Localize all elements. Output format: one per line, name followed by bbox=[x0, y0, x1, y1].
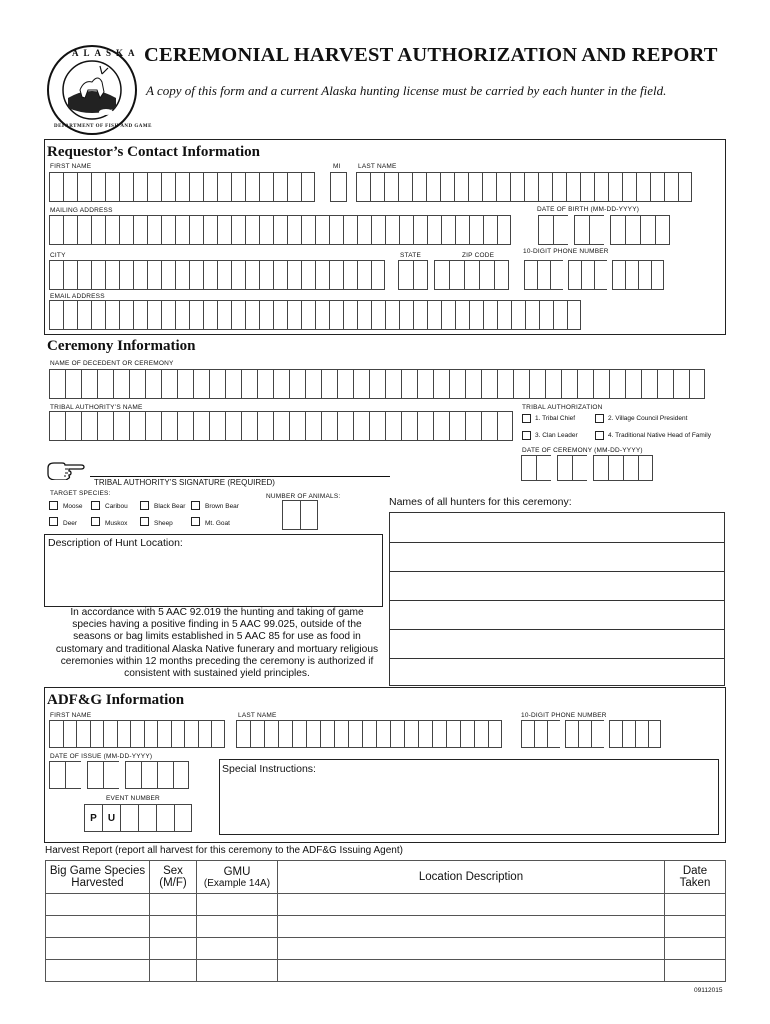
city-cells[interactable] bbox=[49, 260, 385, 290]
dob-label: DATE OF BIRTH (MM-DD-YYYY) bbox=[537, 206, 640, 213]
target-species-label: TARGET SPECIES: bbox=[50, 490, 111, 497]
col-sex-header: Sex (M/F) bbox=[150, 861, 197, 894]
table-row[interactable] bbox=[46, 960, 726, 982]
date-ceremony-cells[interactable] bbox=[521, 455, 653, 481]
col-gmu-header: GMU (Example 14A) bbox=[197, 861, 278, 894]
decedent-label: NAME OF DECEDENT OR CEREMONY bbox=[50, 360, 174, 367]
black-bear-checkbox[interactable] bbox=[140, 501, 149, 510]
signature-line[interactable] bbox=[90, 476, 390, 477]
requestor-title: Requestor’s Contact Information bbox=[47, 144, 261, 160]
num-animals-cells[interactable] bbox=[282, 500, 318, 530]
zip-cells[interactable] bbox=[434, 260, 509, 290]
mailing-address-label: MAILING ADDRESS bbox=[50, 207, 113, 214]
muskox-label: Muskox bbox=[105, 520, 128, 527]
col-species-header: Big Game Species Harvested bbox=[46, 861, 150, 894]
auth-option-4-label: 4. Traditional Native Head of Family bbox=[608, 432, 711, 439]
mi-label: MI bbox=[333, 163, 341, 170]
regulation-text: In accordance with 5 AAC 92.019 the hunting and taking of game species having a positive finding in 5 AAC 99.025, outside of the seasons or bag limits established in 5 AAC 85 for use as food in customary and traditional Alaska Native funerary and mortuary religious ceremonies within 12 months preceding the ceremony is authorized if consistent with sustained yield principles. bbox=[55, 607, 379, 680]
phone-label: 10-DIGIT PHONE NUMBER bbox=[523, 248, 609, 255]
ceremony-title: Ceremony Information bbox=[47, 338, 196, 354]
hunters-label: Names of all hunters for this ceremony: bbox=[389, 496, 572, 508]
date-issue-label: DATE OF ISSUE (MM-DD-YYYY) bbox=[50, 753, 153, 760]
moose-label: Moose bbox=[63, 503, 83, 510]
deer-label: Deer bbox=[63, 520, 78, 527]
brown-bear-label: Brown Bear bbox=[205, 503, 239, 510]
form-title: CEREMONIAL HARVEST AUTHORIZATION AND REPORT bbox=[144, 44, 718, 66]
col-location-header: Location Description bbox=[278, 861, 665, 894]
seal-bottom-text: DEPARTMENT OF FISH AND GAME bbox=[54, 124, 152, 129]
adfg-title: ADF&G Information bbox=[47, 692, 185, 708]
adfg-first-name-label: FIRST NAME bbox=[50, 712, 92, 719]
adfg-last-name-cells[interactable] bbox=[236, 720, 502, 748]
auth-option-1-checkbox[interactable] bbox=[522, 414, 531, 423]
adfg-phone-cells[interactable] bbox=[521, 720, 661, 748]
phone-cells[interactable] bbox=[524, 260, 664, 290]
deer-checkbox[interactable] bbox=[49, 517, 58, 526]
state-cells[interactable] bbox=[398, 260, 428, 290]
moose-checkbox[interactable] bbox=[49, 501, 58, 510]
auth-option-3-label: 3. Clan Leader bbox=[535, 432, 578, 439]
event-number-label: EVENT NUMBER bbox=[106, 795, 160, 802]
mt-goat-checkbox[interactable] bbox=[191, 517, 200, 526]
date-issue-cells[interactable] bbox=[49, 761, 189, 789]
decedent-cells[interactable] bbox=[49, 369, 705, 399]
black-bear-label: Black Bear bbox=[154, 503, 186, 510]
state-label: STATE bbox=[400, 252, 421, 259]
auth-option-1-label: 1. Tribal Chief bbox=[535, 415, 576, 422]
email-label: EMAIL ADDRESS bbox=[50, 293, 105, 300]
signature-label: TRIBAL AUTHORITY’S SIGNATURE (REQUIRED) bbox=[94, 478, 275, 487]
mt-goat-label: Mt. Goat bbox=[205, 520, 230, 527]
hunters-table[interactable] bbox=[389, 512, 725, 686]
special-instructions-label: Special Instructions: bbox=[222, 763, 316, 775]
tribal-name-label: TRIBAL AUTHORITY’S NAME bbox=[50, 404, 143, 411]
adfg-phone-label: 10-DIGIT PHONE NUMBER bbox=[521, 712, 607, 719]
caribou-label: Caribou bbox=[105, 503, 128, 510]
sheep-label: Sheep bbox=[154, 520, 173, 527]
caribou-checkbox[interactable] bbox=[91, 501, 100, 510]
pointing-hand-icon bbox=[46, 460, 86, 480]
hunt-location-label: Description of Hunt Location: bbox=[48, 537, 183, 549]
date-ceremony-label: DATE OF CEREMONY (MM-DD-YYYY) bbox=[522, 447, 643, 454]
auth-option-2-checkbox[interactable] bbox=[595, 414, 604, 423]
event-prefix-p: P bbox=[84, 804, 102, 832]
col-date-header: Date Taken bbox=[665, 861, 726, 894]
form-code: 09112015 bbox=[694, 987, 723, 994]
form-subtitle: A copy of this form and a current Alaska hunting license must be carried by each hunter in the field. bbox=[146, 83, 667, 98]
table-row[interactable] bbox=[46, 894, 726, 916]
sheep-checkbox[interactable] bbox=[140, 517, 149, 526]
dob-cells[interactable] bbox=[538, 215, 670, 245]
harvest-caption: Harvest Report (report all harvest for this ceremony to the ADF&G Issuing Agent) bbox=[45, 845, 403, 856]
table-row[interactable] bbox=[46, 916, 726, 938]
zip-label: ZIP CODE bbox=[462, 252, 495, 259]
brown-bear-checkbox[interactable] bbox=[191, 501, 200, 510]
muskox-checkbox[interactable] bbox=[91, 517, 100, 526]
mailing-address-cells[interactable] bbox=[49, 215, 511, 245]
auth-option-3-checkbox[interactable] bbox=[522, 431, 531, 440]
num-animals-label: NUMBER OF ANIMALS: bbox=[266, 493, 341, 500]
city-label: CITY bbox=[50, 252, 66, 259]
event-prefix-u: U bbox=[102, 804, 120, 832]
event-number-cells[interactable] bbox=[84, 804, 192, 832]
last-name-label: LAST NAME bbox=[358, 163, 397, 170]
table-row[interactable] bbox=[46, 938, 726, 960]
first-name-label: FIRST NAME bbox=[50, 163, 92, 170]
email-cells[interactable] bbox=[49, 300, 581, 330]
adfg-first-name-cells[interactable] bbox=[49, 720, 225, 748]
auth-option-2-label: 2. Village Council President bbox=[608, 415, 688, 422]
first-name-cells[interactable] bbox=[49, 172, 315, 202]
auth-option-4-checkbox[interactable] bbox=[595, 431, 604, 440]
tribal-auth-label: TRIBAL AUTHORIZATION bbox=[522, 404, 603, 411]
adfg-seal bbox=[46, 44, 152, 136]
mi-cell[interactable] bbox=[330, 172, 347, 202]
adfg-last-name-label: LAST NAME bbox=[238, 712, 277, 719]
harvest-table bbox=[45, 860, 726, 982]
seal-top-text: ALASKA bbox=[72, 48, 140, 58]
tribal-name-cells[interactable] bbox=[49, 411, 513, 441]
last-name-cells[interactable] bbox=[356, 172, 692, 202]
